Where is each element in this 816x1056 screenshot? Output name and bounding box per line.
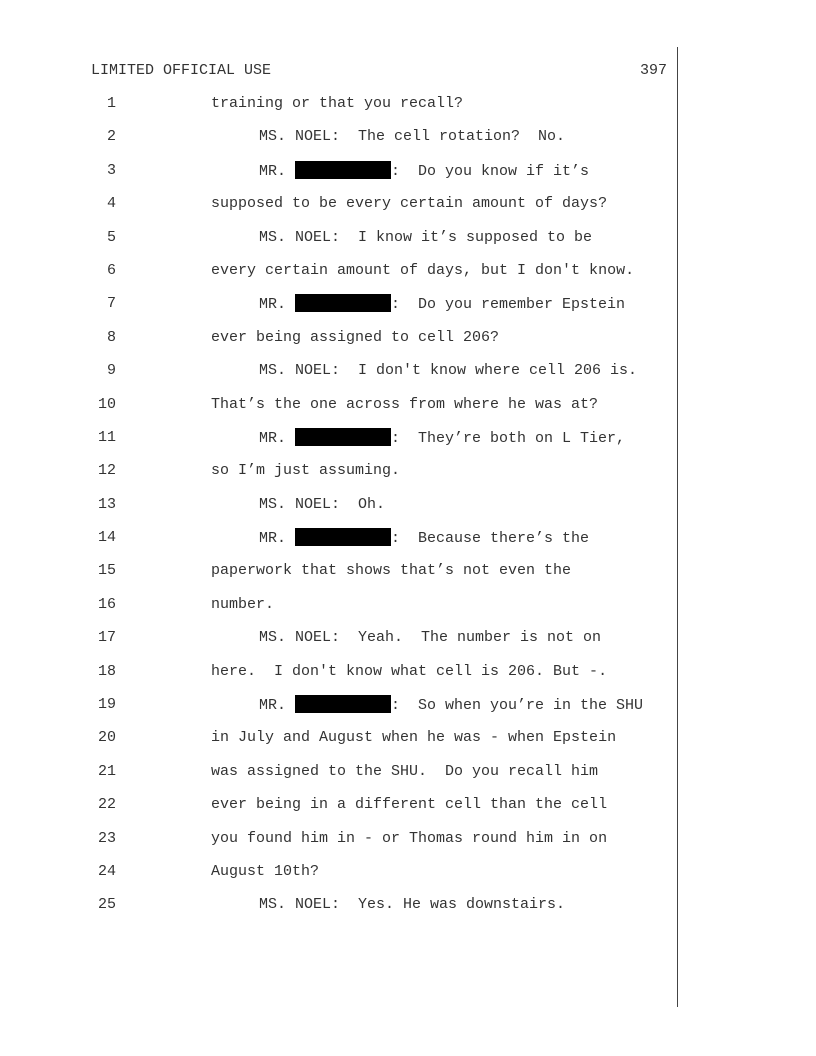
line-text: [211, 728, 616, 748]
line-text: [211, 795, 607, 815]
line-content: MS. NOEL: I don't know where cell 206 is.: [259, 362, 638, 380]
transcript-line: [0, 662, 676, 695]
line-content: here. I don't know what cell is 206. But -.: [211, 662, 608, 680]
line-content: MS. NOEL: Yeah. The number is not on: [259, 629, 602, 647]
redaction-block: [295, 294, 391, 312]
line-content: every certain amount of days, but I don't know.: [211, 261, 635, 279]
line-number: 12: [97, 462, 116, 480]
transcript-line: [0, 461, 676, 494]
line-content: MS. NOEL: Yes. He was downstairs.: [259, 896, 566, 914]
line-number: 15: [97, 562, 116, 580]
line-number: 16: [97, 595, 116, 613]
transcript-line: [0, 561, 676, 594]
transcript-line: [0, 495, 676, 528]
transcript-line: [0, 528, 676, 561]
transcript-line: [0, 127, 676, 160]
line-content: you found him in - or Thomas round him in on: [211, 829, 608, 847]
speaker-label: MR.: [259, 296, 296, 314]
transcript-line: [0, 862, 676, 895]
line-content: August 10th?: [211, 862, 320, 880]
line-number: 11: [97, 428, 116, 446]
line-number: 18: [97, 662, 116, 680]
transcript-line: [0, 94, 676, 127]
line-text: [211, 461, 400, 481]
line-text: [211, 595, 274, 615]
speaker-label: MR.: [259, 530, 296, 548]
redaction-block: [295, 695, 391, 713]
line-text: [259, 127, 565, 147]
line-content: MS. NOEL: Oh.: [259, 495, 386, 513]
line-text: [259, 495, 385, 515]
line-content: supposed to be every certain amount of days?: [211, 195, 608, 213]
line-number: 25: [97, 896, 116, 914]
line-content: paperwork that shows that’s not even the: [211, 562, 572, 580]
redaction-block: [295, 528, 391, 546]
line-text: [259, 528, 589, 549]
line-text: [259, 628, 601, 648]
transcript-line: [0, 695, 676, 728]
line-number: 10: [97, 395, 116, 413]
transcript-line: [0, 395, 676, 428]
line-text: [259, 695, 643, 716]
line-text: [259, 228, 592, 248]
line-number: 21: [97, 762, 116, 780]
line-number: 8: [106, 328, 116, 346]
transcript-line: [0, 294, 676, 327]
redaction-block: [295, 161, 391, 179]
line-content: : Do you remember Epstein: [391, 296, 626, 314]
line-number: 3: [106, 161, 116, 179]
line-number: 17: [97, 629, 116, 647]
line-number: 2: [106, 128, 116, 146]
line-content: was assigned to the SHU. Do you recall him: [211, 762, 599, 780]
line-number: 24: [97, 862, 116, 880]
transcript-line: [0, 428, 676, 461]
line-number: 9: [106, 362, 116, 380]
line-content: so I’m just assuming.: [211, 462, 401, 480]
line-text: [259, 428, 625, 449]
transcript-line: [0, 762, 676, 795]
transcript-lines: [0, 94, 676, 929]
transcript-line: [0, 261, 676, 294]
line-content: in July and August when he was - when Epstein: [211, 729, 617, 747]
line-content: number.: [211, 595, 275, 613]
transcript-line: [0, 895, 676, 928]
page-number: 397: [639, 62, 667, 79]
margin-rule: [677, 47, 678, 1007]
line-content: That’s the one across from where he was at?: [211, 395, 599, 413]
line-number: 7: [106, 295, 116, 313]
transcript-line: [0, 595, 676, 628]
transcript-line: [0, 628, 676, 661]
line-content: : So when you’re in the SHU: [391, 697, 644, 715]
classification-header: LIMITED OFFICIAL USE: [91, 62, 272, 79]
transcript-line: [0, 328, 676, 361]
line-text: [259, 895, 565, 915]
transcript-line: [0, 161, 676, 194]
line-text: [211, 561, 571, 581]
line-content: ever being in a different cell than the cell: [211, 796, 608, 814]
line-number: 14: [97, 529, 116, 547]
line-number: 22: [97, 796, 116, 814]
transcript-line: [0, 829, 676, 862]
line-number: 13: [97, 495, 116, 513]
line-text: [211, 762, 598, 782]
line-text: [259, 161, 589, 182]
speaker-label: MR.: [259, 429, 296, 447]
line-text: [211, 94, 463, 114]
transcript-line: [0, 361, 676, 394]
speaker-label: MR.: [259, 697, 296, 715]
line-text: [211, 395, 598, 415]
line-content: MS. NOEL: The cell rotation? No.: [259, 128, 566, 146]
line-number: 5: [106, 228, 116, 246]
line-number: 1: [106, 95, 116, 112]
line-text: [259, 294, 625, 315]
speaker-label: MR.: [259, 162, 296, 180]
line-number: 23: [97, 829, 116, 847]
line-text: [211, 862, 319, 882]
transcript-line: [0, 194, 676, 227]
line-text: [211, 194, 607, 214]
line-content: : They’re both on L Tier,: [391, 429, 626, 447]
line-content: training or that you recall?: [211, 95, 464, 112]
transcript-line: [0, 228, 676, 261]
line-number: 4: [106, 195, 116, 213]
line-content: : Do you know if it’s: [391, 162, 590, 180]
line-content: : Because there’s the: [391, 530, 590, 548]
line-text: [211, 829, 607, 849]
transcript-line: [0, 795, 676, 828]
line-number: 6: [106, 261, 116, 279]
redaction-block: [295, 428, 391, 446]
line-text: [211, 662, 607, 682]
line-content: MS. NOEL: I know it’s supposed to be: [259, 228, 593, 246]
line-number: 20: [97, 729, 116, 747]
line-text: [259, 361, 637, 381]
line-text: [211, 261, 634, 281]
line-text: [211, 328, 499, 348]
line-number: 19: [97, 696, 116, 714]
line-content: ever being assigned to cell 206?: [211, 328, 500, 346]
transcript-line: [0, 728, 676, 761]
